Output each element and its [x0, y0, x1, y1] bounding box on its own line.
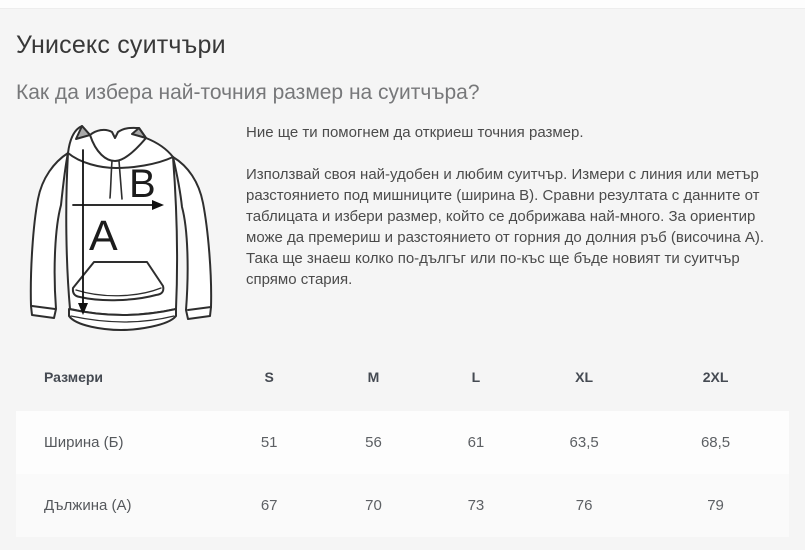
table-row-length — [16, 474, 789, 537]
col-header-xl: XL — [575, 369, 594, 385]
width-label-b: B — [129, 162, 156, 206]
row-label-width: Ширина (Б) — [44, 434, 124, 451]
length-value-xl: 76 — [575, 497, 593, 514]
col-header-sizes: Размери — [44, 369, 104, 385]
page-title: Унисекс суитчъри — [16, 31, 226, 59]
intro-text: Ние ще ти помогнем да откриеш точния размер. — [246, 124, 584, 141]
width-value-s: 51 — [260, 434, 278, 451]
guide-content-row — [16, 119, 789, 339]
width-value-2xl: 68,5 — [700, 434, 731, 451]
width-value-xl: 63,5 — [569, 434, 599, 451]
height-label-a: A — [89, 212, 118, 260]
table-row-width — [16, 411, 789, 474]
instructions-text: Използвай своя най-удобен и любим суитчър. Измери с линия или метър разстоянието под мишниците (ширина B). Сравни резултата с данните от таблицата и избери размер, който се добрижава най-много. За ориентир може да премериш и разстоянието от горния до долния ръб (височина А). Така ще знаеш колко по-дългъг или по-къс ще бъде новият ти суитчър спрямо стария. — [246, 166, 765, 288]
size-table-header-row — [16, 347, 789, 411]
col-header-m: M — [367, 369, 380, 385]
size-table — [16, 347, 789, 537]
length-value-l: 73 — [467, 497, 485, 514]
length-value-2xl: 79 — [707, 497, 724, 514]
length-value-m: 70 — [365, 497, 382, 514]
length-value-s: 67 — [260, 497, 278, 514]
size-guide-page — [0, 9, 805, 537]
col-header-l: L — [471, 369, 481, 385]
row-label-length: Дължина (А) — [44, 497, 132, 514]
width-value-m: 56 — [365, 434, 382, 451]
col-header-2xl: 2XL — [702, 369, 729, 385]
size-guide-heading: Как да избера най-точния размер на суитчъра? — [16, 81, 480, 104]
hoodie-right-sleeve-shape — [173, 157, 211, 319]
width-value-l: 61 — [467, 434, 485, 451]
hoodie-measurement-diagram — [16, 119, 231, 339]
hoodie-left-sleeve-shape — [31, 153, 68, 318]
size-table-section — [16, 347, 789, 537]
measuring-instructions — [246, 119, 789, 339]
top-edge-strip — [0, 0, 805, 9]
col-header-s: S — [264, 369, 274, 385]
